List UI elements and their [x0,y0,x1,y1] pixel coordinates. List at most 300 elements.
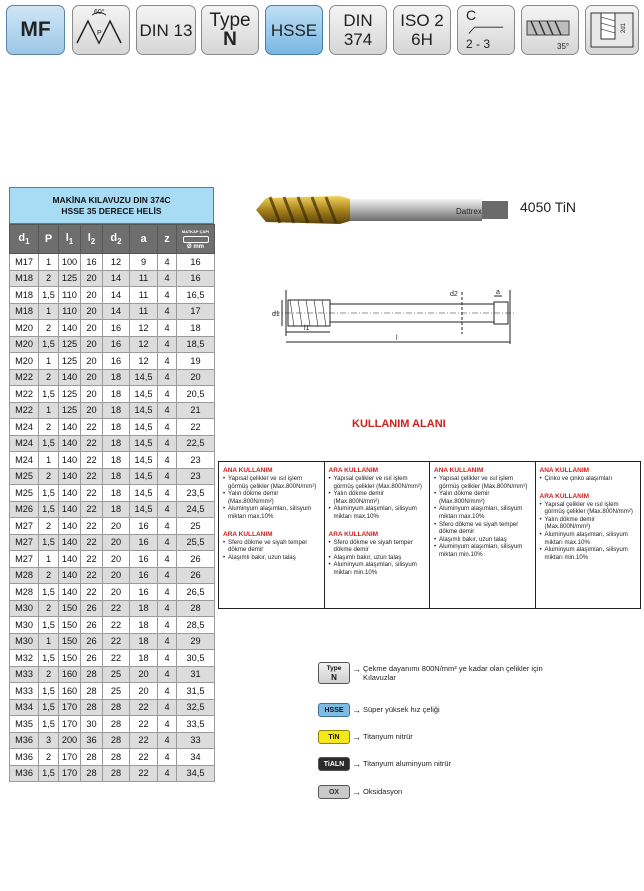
table-cell: M34 [10,699,39,716]
table-cell: 22 [130,732,158,749]
table-cell: 16 [177,254,215,271]
table-cell: 4 [158,534,177,551]
table-cell: 34 [177,749,215,766]
table-cell: 29 [177,633,215,650]
table-cell: 28 [81,683,103,700]
table-cell: 20 [103,518,130,535]
table-cell: 16 [130,584,158,601]
table-row [10,600,215,617]
table-cell: 21 [177,402,215,419]
usage-item: • Aluminyum alaşımları, silisyum miktarı min.10% [434,543,531,558]
usage-item: • Aluminyum alaşımları, silisyum miktarı max.10% [540,531,637,546]
usage-item: • Yapısal çelikler ve ısıl işlem görmüş çelikler (Max.800N/mm²) [223,475,320,490]
table-cell: 11 [130,303,158,320]
usage-heading: ANA KULLANIM [223,467,273,474]
table-cell: 14,5 [130,435,158,452]
hsse-legend-badge: HSSE [318,703,350,717]
table-cell: 125 [59,386,81,403]
svg-text:35°: 35° [557,42,570,51]
table-cell: 2 [39,419,59,436]
table-row [10,666,215,683]
table-cell: 1 [39,303,59,320]
table-cell: 30 [81,716,103,733]
arrow-icon: → [352,787,361,797]
table-cell: 24,5 [177,501,215,518]
table-cell: 2 [39,468,59,485]
table-cell: 14,5 [130,468,158,485]
usage-item: • Aluminyum alaşımları, silisyum miktarı min.10% [540,546,637,561]
table-cell: 170 [59,716,81,733]
usage-gap [329,521,426,529]
table-cell: 22 [103,617,130,634]
table-cell: 34,5 [177,765,215,782]
table-cell: 4 [158,320,177,337]
usage-item: • Yapısal çelikler ve ısıl işlem görmüş çelikler (Max.800N/mm²) [540,501,637,516]
usage-table [218,461,641,609]
table-cell: 200 [59,732,81,749]
svg-text:l: l [396,335,398,342]
table-cell: 9 [130,254,158,271]
table-cell: 140 [59,485,81,502]
col-header-a: a [130,225,158,254]
usage-item: • Yalın dökme demir (Max.800N/mm²) [434,490,531,505]
table-cell: 1,5 [39,765,59,782]
table-cell: 19 [177,353,215,370]
table-cell: 1,5 [39,716,59,733]
table-cell: 26 [81,617,103,634]
tin-legend-badge: TiN [318,730,350,744]
table-cell: 12 [103,254,130,271]
usage-heading: ARA KULLANIM [328,530,379,538]
table-cell: 1,5 [39,683,59,700]
table-cell: 18 [130,650,158,667]
table-row [10,468,215,485]
table-title: MAKİNA KILAVUZU DIN 374C HSSE 35 DERECE HELİS [9,187,214,224]
table-cell: M22 [10,369,39,386]
chamfer-badge: C 2 - 3 [457,5,515,55]
usage-heading: ANA KULLANIM [539,467,590,474]
table-cell: 2 [39,369,59,386]
table-cell: 22 [130,699,158,716]
table-cell: 16 [130,567,158,584]
table-cell: 14,5 [130,386,158,403]
table-row [10,584,215,601]
usage-gap [223,521,320,529]
table-cell: 33 [177,732,215,749]
table-cell: 11 [130,270,158,287]
table-cell: 32,5 [177,699,215,716]
table-cell: 22 [81,452,103,469]
table-cell: 16 [130,518,158,535]
table-cell: 28 [103,732,130,749]
svg-text:60°: 60° [94,9,105,16]
col-header-d2: $d_2$ [103,225,130,254]
table-cell: 18 [130,617,158,634]
table-cell: 16 [130,534,158,551]
usage-item: • Çinko ve çinko alaşımları [540,475,637,483]
table-cell: 26 [81,600,103,617]
usage-heading: ARA KULLANIM [539,492,590,500]
usage-item: • Alaşımlı bakır, uzun talaş [223,554,320,562]
table-cell: 4 [158,485,177,502]
usage-gap [540,483,637,491]
table-cell: M25 [10,468,39,485]
arrow-icon: → [352,732,361,742]
usage-item: • Alaşımlı bakır, uzun talaş [329,554,426,562]
table-cell: 2 [39,600,59,617]
table-cell: M32 [10,650,39,667]
legend-item-tin: TiN → Titanyum nitrür [318,730,413,744]
table-cell: 28 [103,765,130,782]
blind-hole-badge [585,5,639,55]
table-cell: 22 [81,567,103,584]
table-cell: M20 [10,353,39,370]
col-header-z: z [158,225,177,254]
table-cell: 28 [103,699,130,716]
table-cell: M30 [10,633,39,650]
table-cell: 140 [59,320,81,337]
table-cell: 4 [158,650,177,667]
drill-icon [183,236,209,243]
table-cell: 140 [59,584,81,601]
table-cell: 22 [130,765,158,782]
table-cell: 1 [39,452,59,469]
table-cell: M20 [10,320,39,337]
usage-item: • Yapısal çelikler ve ısıl işlem görmüş çelikler (Max.800N/mm²) [434,475,531,490]
usage-item: • Alaşımlı bakır, uzun talaş [434,536,531,544]
table-cell: 22 [103,650,130,667]
spiral-flute-icon [523,7,577,53]
arrow-icon: → [352,664,361,674]
col-header-d1: $d_1$ [10,225,39,254]
table-cell: 12 [130,353,158,370]
table-cell: 16 [103,320,130,337]
table-cell: 22 [81,534,103,551]
table-cell: 140 [59,369,81,386]
table-cell: 4 [158,435,177,452]
table-cell: 2 [39,749,59,766]
col-header-l2: $l_2$ [81,225,103,254]
table-cell: 160 [59,683,81,700]
usage-item: • Aluminyum alaşımları, silisyum miktarı max.10% [434,505,531,520]
table-row [10,303,215,320]
usage-column [219,462,325,608]
table-cell: 22 [103,600,130,617]
table-cell: 20 [103,551,130,568]
table-cell: 14,5 [130,501,158,518]
table-cell: 22 [130,716,158,733]
table-cell: 26 [81,650,103,667]
table-cell: 22 [81,518,103,535]
table-row [10,534,215,551]
table-cell: 16,5 [177,287,215,304]
table-cell: 16 [130,551,158,568]
table-cell: 1 [39,633,59,650]
table-cell: 125 [59,270,81,287]
table-cell: M28 [10,584,39,601]
table-cell: 12 [130,320,158,337]
table-cell: 4 [158,287,177,304]
table-cell: M28 [10,567,39,584]
table-cell: 1,5 [39,617,59,634]
table-cell: 1 [39,402,59,419]
table-cell: 150 [59,617,81,634]
table-cell: 125 [59,336,81,353]
iso-badge: ISO 2 6H [393,5,451,55]
table-cell: 17 [177,303,215,320]
blind-hole-icon [587,7,637,53]
table-header-row [10,225,215,254]
table-cell: 2 [39,567,59,584]
table-cell: 4 [158,452,177,469]
table-cell: 170 [59,699,81,716]
table-cell: M18 [10,270,39,287]
table-cell: 1 [39,551,59,568]
table-cell: 125 [59,402,81,419]
table-cell: 22 [81,485,103,502]
thread-profile-icon [74,7,128,53]
usage-item: • Aluminyum alaşımları, silisyum miktarı min.10% [329,561,426,576]
usage-column [536,462,641,608]
usage-title: KULLANIM ALANI [352,418,446,430]
usage-item: • Sfero dökme ve siyah temper dökme demir [434,521,531,536]
table-cell: M24 [10,435,39,452]
chamfer-icon [460,25,512,35]
table-cell: 28 [81,699,103,716]
table-cell: 1 [39,353,59,370]
table-cell: 1,5 [39,650,59,667]
legend-item-type-n: Type N → Çekme dayanımı 800N/mm² ye kadar olan çelikler için Kılavuzlar [318,662,543,684]
table-cell: 170 [59,749,81,766]
table-row [10,336,215,353]
table-cell: 150 [59,650,81,667]
table-row [10,633,215,650]
table-cell: 18 [103,435,130,452]
table-cell: 4 [158,254,177,271]
table-cell: 20 [81,336,103,353]
usage-column [325,462,431,608]
table-cell: 14,5 [130,369,158,386]
col-header-p: P [39,225,59,254]
table-cell: 110 [59,303,81,320]
table-cell: 4 [158,683,177,700]
table-row [10,254,215,271]
thread-angle-badge [72,5,130,55]
technical-drawing [270,282,520,354]
type-n-badge: Type N [201,5,259,55]
table-row [10,501,215,518]
table-cell: 140 [59,534,81,551]
table-cell: 16 [103,353,130,370]
table-cell: 140 [59,518,81,535]
table-cell: 36 [81,732,103,749]
table-cell: 22 [81,468,103,485]
table-cell: 1,5 [39,435,59,452]
table-cell: 25 [103,683,130,700]
table-row [10,749,215,766]
spec-table [9,187,214,782]
table-cell: 26,5 [177,584,215,601]
table-cell: M27 [10,551,39,568]
coating-label: 4050 TiN [520,199,577,215]
table-cell: 28 [177,600,215,617]
tap-photo [252,190,514,230]
usage-item: • Sfero dökme ve siyah temper dökme demir [223,539,320,554]
table-cell: M24 [10,419,39,436]
table-cell: M36 [10,749,39,766]
table-cell: 4 [158,666,177,683]
table-cell: 18 [103,452,130,469]
table-cell: 28 [81,765,103,782]
table-cell: 22 [81,419,103,436]
table-cell: 3 [39,732,59,749]
table-cell: 4 [158,270,177,287]
usage-item: • Yalın dökme demir (Max.800N/mm²) [540,516,637,531]
table-cell: 2 [39,320,59,337]
table-cell: 1,5 [39,485,59,502]
table-cell: 28 [81,749,103,766]
table-cell: 20 [81,386,103,403]
table-cell: 140 [59,551,81,568]
svg-text:P: P [97,30,102,37]
legend-item-hsse: HSSE → Süper yüksek hız çeliği [318,703,440,717]
table-row [10,369,215,386]
table-row [10,683,215,700]
table-cell: M17 [10,254,39,271]
table-row [10,452,215,469]
table-cell: 18,5 [177,336,215,353]
table-cell: M18 [10,303,39,320]
table-row [10,386,215,403]
table-cell: 18 [103,419,130,436]
type-n-legend-badge: Type N [318,662,350,684]
table-cell: 14,5 [130,485,158,502]
table-cell: 4 [158,633,177,650]
table-cell: 28,5 [177,617,215,634]
table-cell: 20 [81,270,103,287]
table-cell: 14 [103,287,130,304]
table-cell: 16 [177,270,215,287]
usage-column [430,462,536,608]
table-cell: 20 [81,303,103,320]
table-cell: 22,5 [177,435,215,452]
table-cell: 20,5 [177,386,215,403]
table-cell: M30 [10,600,39,617]
table-cell: 4 [158,386,177,403]
table-cell: 16 [103,336,130,353]
table-cell: 18 [130,633,158,650]
table-cell: 23 [177,452,215,469]
hsse-badge: HSSE [265,5,323,55]
table-row [10,353,215,370]
table-cell: 4 [158,584,177,601]
table-row [10,650,215,667]
table-cell: M18 [10,287,39,304]
table-cell: 140 [59,567,81,584]
table-cell: 4 [158,303,177,320]
table-cell: 140 [59,435,81,452]
table-cell: M27 [10,518,39,535]
table-cell: 18 [177,320,215,337]
ox-legend-badge: OX [318,785,350,799]
table-cell: 26 [81,633,103,650]
table-cell: 26 [177,567,215,584]
table-cell: 1,5 [39,336,59,353]
mf-badge: MF [6,5,65,55]
table-cell: 16 [81,254,103,271]
din374-badge: DIN 374 [329,5,387,55]
table-cell: 25,5 [177,534,215,551]
table-row [10,485,215,502]
table-cell: 28 [103,716,130,733]
table-cell: 4 [158,600,177,617]
table-cell: 125 [59,353,81,370]
table-cell: 1,5 [39,386,59,403]
table-cell: M36 [10,765,39,782]
table-cell: 4 [158,732,177,749]
table-cell: 140 [59,468,81,485]
table-cell: 140 [59,501,81,518]
table-cell: 2 [39,518,59,535]
table-cell: M30 [10,617,39,634]
table-cell: 28 [103,749,130,766]
table-cell: 150 [59,633,81,650]
table-cell: 4 [158,567,177,584]
table-row [10,732,215,749]
svg-text:d2: d2 [450,291,458,298]
table-row [10,551,215,568]
table-cell: 26 [177,551,215,568]
table-cell: 1,5 [39,501,59,518]
svg-text:2d1: 2d1 [621,22,627,33]
usage-item: • Aluminyum alaşımları, silisyum miktarı max.10% [329,505,426,520]
col-header-drill: MATKAP ÇAPI Ø mm [177,225,215,254]
table-cell: 4 [158,518,177,535]
table-cell: 20 [130,666,158,683]
table-cell: 18 [130,600,158,617]
usage-item: • Yalın dökme demir (Max.800N/mm²) [223,490,320,505]
tialn-legend-badge: TiALN [318,757,350,771]
usage-item: • Sfero dökme ve siyah temper dökme demir [329,539,426,554]
table-cell: 31 [177,666,215,683]
table-cell: 4 [158,402,177,419]
table-cell: M33 [10,666,39,683]
table-cell: 1,5 [39,584,59,601]
table-row [10,567,215,584]
table-cell: 4 [158,501,177,518]
table-cell: 4 [158,369,177,386]
helix-badge [521,5,579,55]
table-cell: 14 [103,270,130,287]
table-row [10,699,215,716]
table-cell: M33 [10,683,39,700]
table-cell: 140 [59,419,81,436]
table-cell: 110 [59,287,81,304]
table-cell: 4 [158,765,177,782]
table-row [10,617,215,634]
table-row [10,402,215,419]
table-cell: 4 [158,749,177,766]
table-cell: 20 [81,402,103,419]
table-cell: 170 [59,765,81,782]
dimension-table [9,224,215,782]
table-cell: 1 [39,254,59,271]
table-cell: 4 [158,617,177,634]
usage-item: • Yalın dökme demir (Max.800N/mm²) [329,490,426,505]
table-cell: 14,5 [130,452,158,469]
table-cell: 18 [103,501,130,518]
table-cell: 18 [103,369,130,386]
